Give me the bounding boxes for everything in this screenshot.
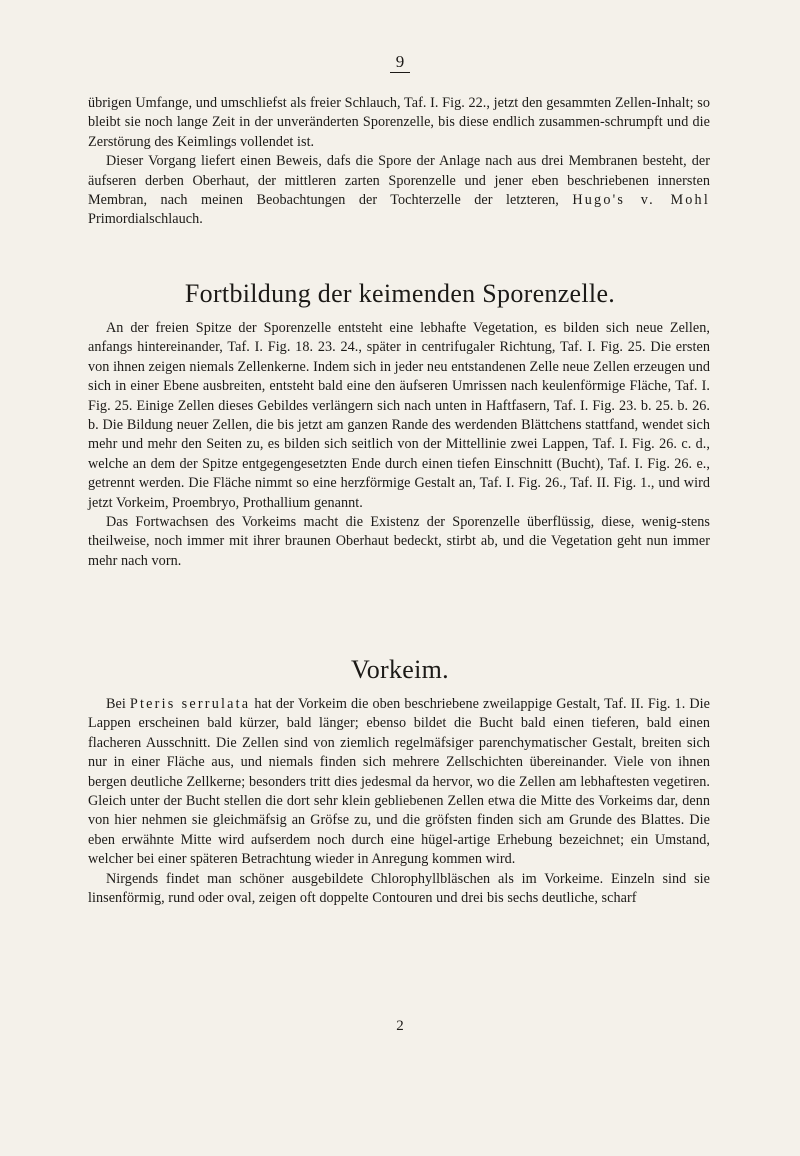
species-name: Pteris serrulata <box>129 696 251 712</box>
paragraph: Nirgends findet man schöner ausgebildete Chlorophyllbläschen als im Vorkeime. Einzeln sind sie linsenförmig, rund oder oval, zeigen oft doppelte Contouren und drei bis sechs deutliche, scharf <box>88 870 710 907</box>
intro-text-block <box>88 94 710 230</box>
paragraph: Dieser Vorgang liefert einen Beweis, dafs die Spore der Anlage nach aus drei Membranen besteht, der äufseren derben Oberhaut, der mittleren zarten Sporenzelle und jener eben beschriebenen innersten Membran, nach meinen Beobachtungen der Tochterzelle der letzteren, Hugo's v. Mohl Primordialschlauch. <box>88 153 710 228</box>
paragraph: übrigen Umfange, und umschliefst als freier Schlauch, Taf. I. Fig. 22., jetzt den gesammten Zellen-Inhalt; so bleibt sie noch lange Zeit in der unveränderten Sporenzelle, bis diese endlich zusammen-schrumpft und die Zerstörung des Keimlings vollendet ist. <box>88 95 710 150</box>
paragraph: An der freien Spitze der Sporenzelle entsteht eine lebhafte Vegetation, es bilden sich neue Zellen, anfangs hintereinander, Taf. I. Fig. 18. 23. 24., später in centrifugaler Richtung, Taf. I. Fig. 25. Die ersten von ihnen zeigen niemals Zellenkerne. Indem sich in jeder neu entstandenen Zelle neue Zellen erzeugen und sich in einer Ebene ausbreiten, entsteht bald eine den äufseren Umrissen nach keulenförmige Fläche, Taf. I. Fig. 25. Einige Zellen dieses Gebildes verlängern sich nach unten in Haftfasern, Taf. I. Fig. 23. b. 25. b. 26. b. Die Bildung neuer Zellen, die bis jetzt am ganzen Rande des werdenden Blättchens stattfand, wendet sich mehr und mehr den Seiten zu, es bilden sich seitlich von der Mittellinie zwei Lappen, Taf. I. Fig. 26. c. d., welche an dem der Spitze entgegengesetzten Ende durch einen tiefen Einschnitt (Bucht), Taf. I. Fig. 26. e., getrennt werden. Die Fläche nimmt so eine herzförmige Gestalt an, Taf. I. Fig. 26., Taf. II. Fig. 1., und wird jetzt Vorkeim, Proembryo, Prothallium genannt. <box>88 320 710 511</box>
author-name: Hugo's v. Mohl <box>572 192 710 209</box>
section-text-block <box>88 319 710 571</box>
section-heading: Vorkeim. <box>351 655 449 684</box>
section-heading: Fortbildung der keimenden Sporenzelle. <box>184 279 616 308</box>
section-text-block <box>88 695 710 908</box>
signature-mark: 2 <box>396 1018 404 1034</box>
paragraph: Bei Pteris serrulata hat der Vorkeim die oben beschriebene zweilappige Gestalt, Taf. II. Fig. 1. Die Lappen erscheinen bald kürzer, bald länger; ebenso bildet die Bucht bald einen tieferen, bald einen flacheren Ausschnitt. Die Zellen sind von ziemlich regelmäfsiger parenchymatischer Gestalt, breiten sich nur in einer Fläche aus, und niemals finden sich mehrere Zellschichten übereinander. Viele von ihnen bergen deutliche Zellkerne; besonders tritt dies jedesmal da hervor, wo die Zellen am lebhaftesten vegetiren. Gleich unter der Bucht stellen die dort sehr klein gebliebenen Zellen etwa die Mitte des Vorkeims dar, denn von hier nehmen sie gleichmäfsig an Gröfse zu, und die gröfsten finden sich am Grunde des Blattes. Die eben erwähnte Mitte wird aufserdem noch durch eine hügel-artige Erhebung bezeichnet; ein Umstand, welcher bei einer späteren Betrachtung wieder in Anregung kommen wird. <box>88 696 710 868</box>
paragraph: Das Fortwachsen des Vorkeims macht die Existenz der Sporenzelle überflüssig, diese, wenig-stens theilweise, noch immer mit ihrer braunen Oberhaut bedeckt, stirbt ab, und die Vegetation geht nun immer mehr nach vorn. <box>88 514 710 569</box>
page-number: 9 <box>0 52 800 73</box>
